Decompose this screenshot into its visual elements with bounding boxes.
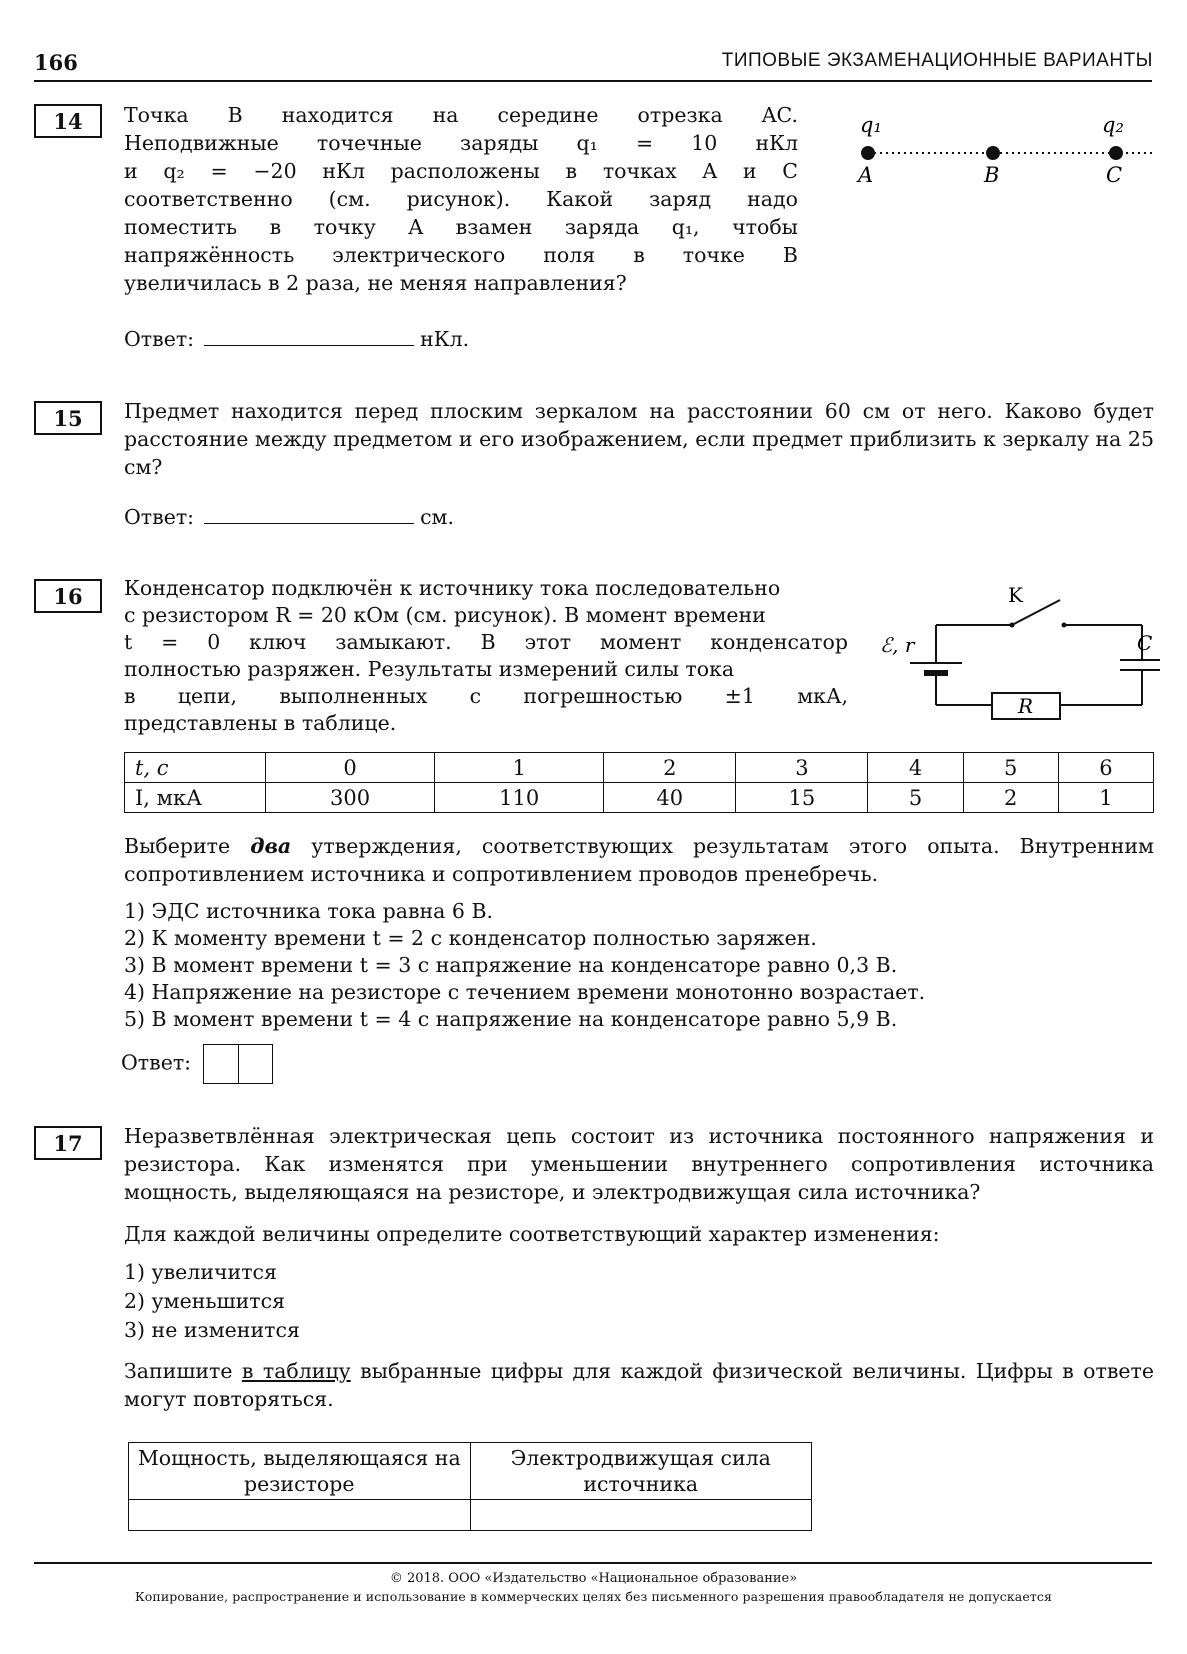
option-item: 2) К моменту времени t = 2 с конденсатор полностью заряжен. xyxy=(124,926,817,950)
running-title: ТИПОВЫЕ ЭКЗАМЕНАЦИОННЫЕ ВАРИАНТЫ xyxy=(721,50,1153,71)
circuit-diagram xyxy=(880,580,1160,740)
q16-answer-row xyxy=(121,1044,273,1084)
instruction-underlined: в таблицу xyxy=(241,1359,351,1383)
table-cell: 300 xyxy=(266,783,435,813)
footer-notice: Копирование, распространение и использование в коммерческих целях без письменного разрешения правообладателя не допускается xyxy=(135,1589,1052,1604)
point-b-label: B xyxy=(984,163,1000,187)
answer-label: Ответ: xyxy=(124,505,195,529)
q14-text xyxy=(124,101,798,297)
q17-instruction: Для каждой величины определите соответствующий характер изменения: xyxy=(124,1222,940,1246)
footer-copyright: © 2018. ООО «Издательство «Национальное образование» xyxy=(389,1571,798,1586)
option-item: 5) В момент времени t = 4 с напряжение на конденсаторе равно 5,9 В. xyxy=(124,1007,898,1031)
table-row xyxy=(129,1500,812,1531)
table-cell: 2 xyxy=(604,753,736,783)
point-a-label: A xyxy=(858,163,874,187)
q2-label: q₂ xyxy=(1102,113,1124,137)
instruction-text: Запишите xyxy=(124,1359,242,1383)
q14-number: 14 xyxy=(34,104,102,138)
table-cell: 5 xyxy=(868,783,963,813)
table-cell: 3 xyxy=(736,753,868,783)
answer-label: Ответ: xyxy=(124,327,195,351)
q16-instruction xyxy=(124,832,1154,888)
q14-line: поместить в точку A взамен заряда q₁, чтобы xyxy=(124,215,798,239)
table-cell: 1 xyxy=(435,753,604,783)
q14-line: Точка B находится на середине отрезка AC. xyxy=(124,103,798,127)
q15-number: 15 xyxy=(34,401,102,435)
table-cell: 0 xyxy=(266,753,435,783)
page-number: 166 xyxy=(34,50,78,75)
q14-line: и q₂ = −20 нКл расположены в точках A и C xyxy=(124,159,798,183)
option-item: 1) увеличится xyxy=(124,1260,277,1284)
table-row xyxy=(125,783,1154,813)
instruction-text: Выберите xyxy=(124,834,251,858)
q1-label: q₁ xyxy=(860,113,882,137)
q14-answer-row xyxy=(124,325,469,351)
answer-unit: нКл. xyxy=(420,327,470,351)
q17-answer-table xyxy=(128,1442,812,1531)
q16-line: Конденсатор подключён к источнику тока последовательно xyxy=(124,576,781,600)
key-label: K xyxy=(1008,583,1023,607)
q17-text: Неразветвлённая электрическая цепь состоит из источника постоянного напряжения и резистора. Как изменятся при уменьшении внутреннего сопротивления источника мощность, выделяющаяся на резисторе, и электродвижущая сила источника? xyxy=(124,1124,1154,1204)
table-cell: 110 xyxy=(435,783,604,813)
source-label: ℰ, r xyxy=(880,633,915,657)
table-cell: 5 xyxy=(963,753,1058,783)
q16-line: в цепи, выполненных с погрешностью ±1 мкА, xyxy=(124,684,848,708)
q17-number: 17 xyxy=(34,1126,102,1160)
q16-line: полностью разряжен. Результаты измерений силы тока xyxy=(124,657,735,681)
instruction-emphasis: два xyxy=(250,834,292,858)
table-cell: 4 xyxy=(868,753,963,783)
q16-line: t = 0 ключ замыкают. В этот момент конденсатор xyxy=(124,630,848,654)
answer-cell-emf[interactable] xyxy=(470,1500,812,1531)
q17-record-instruction xyxy=(124,1357,1154,1413)
option-item: 3) В момент времени t = 3 с напряжение на конденсаторе равно 0,3 В. xyxy=(124,953,898,977)
point-a-dot xyxy=(861,146,875,160)
instruction-text: утверждения, соответствующих результатам этого опыта. Внутренним сопротивлением источника и сопротивлением проводов пренебречь. xyxy=(124,834,1154,886)
table-cell: 6 xyxy=(1058,753,1153,783)
option-item: 2) уменьшится xyxy=(124,1289,285,1313)
table-cell: 15 xyxy=(736,783,868,813)
table-row xyxy=(125,753,1154,783)
q16-line: с резистором R = 20 кОм (см. рисунок). В момент времени xyxy=(124,603,766,627)
q14-line: Неподвижные точечные заряды q₁ = 10 нКл xyxy=(124,131,798,155)
q14-line: напряжённость электрического поля в точке B xyxy=(124,243,798,267)
option-item: 3) не изменится xyxy=(124,1318,300,1342)
point-c-dot xyxy=(1109,146,1123,160)
q16-answer-boxes xyxy=(203,1044,273,1084)
q16-text xyxy=(124,575,848,737)
footer-rule xyxy=(34,1562,1152,1564)
point-b-dot xyxy=(986,146,1000,160)
answer-cell-power[interactable] xyxy=(129,1500,471,1531)
answer-label: Ответ: xyxy=(121,1050,192,1075)
point-c-label: C xyxy=(1106,163,1123,187)
header-cell-power: Мощность, выделяющаяся на резисторе xyxy=(129,1443,471,1500)
answer-unit: см. xyxy=(420,505,455,529)
answer-cell[interactable] xyxy=(204,1045,238,1083)
q16-line: представлены в таблице. xyxy=(124,711,397,735)
header-rule xyxy=(34,80,1152,82)
capacitor-label: C xyxy=(1137,631,1153,655)
instruction-text: выбранные цифры для каждой физической величины. Цифры в ответе могут повторяться. xyxy=(124,1359,1154,1411)
resistor-label: R xyxy=(1018,694,1034,718)
q16-options xyxy=(124,898,925,1033)
q15-answer-row xyxy=(124,503,454,529)
q14-answer-field[interactable] xyxy=(204,325,414,346)
q16-data-table xyxy=(124,752,1154,813)
option-item: 4) Напряжение на резисторе с течением времени монотонно возрастает. xyxy=(124,980,926,1004)
q16-number: 16 xyxy=(34,579,102,613)
header-cell-emf: Электродвижущая сила источника xyxy=(470,1443,812,1500)
table-cell: I, мкА xyxy=(125,783,266,813)
answer-cell[interactable] xyxy=(238,1045,272,1083)
table-row xyxy=(129,1443,812,1500)
option-item: 1) ЭДС источника тока равна 6 В. xyxy=(124,899,494,923)
table-cell: t, с xyxy=(125,753,266,783)
q15-text: Предмет находится перед плоским зеркалом на расстоянии 60 см от него. Каково будет расстояние между предметом и его изображением, если предмет приблизить к зеркалу на 25 см? xyxy=(124,399,1154,479)
table-cell: 1 xyxy=(1058,783,1153,813)
q14-line: увеличилась в 2 раза, не меняя направления? xyxy=(124,271,627,295)
table-cell: 2 xyxy=(963,783,1058,813)
q15-answer-field[interactable] xyxy=(204,503,414,524)
table-cell: 40 xyxy=(604,783,736,813)
q14-figure xyxy=(850,108,1160,198)
q14-line: соответственно (см. рисунок). Какой заряд надо xyxy=(124,187,798,211)
q17-options xyxy=(124,1258,300,1345)
